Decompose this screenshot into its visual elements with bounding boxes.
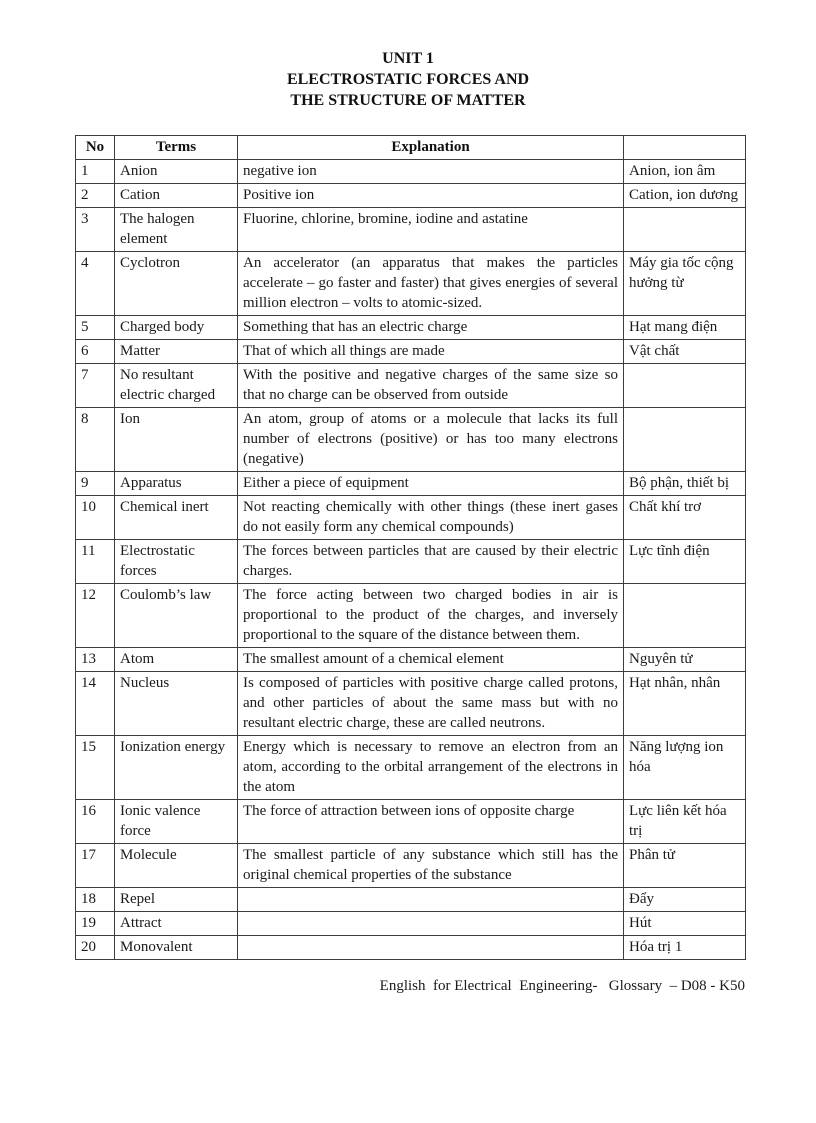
- term-cell: Chemical inert: [115, 496, 238, 540]
- translation-cell: Hóa trị 1: [624, 936, 746, 960]
- term-cell: Repel: [115, 888, 238, 912]
- translation-cell: Hút: [624, 912, 746, 936]
- row-number-cell: 12: [76, 584, 115, 648]
- table-row: [76, 252, 746, 316]
- row-number-cell: 20: [76, 936, 115, 960]
- translation-cell: Lực tĩnh điện: [624, 540, 746, 584]
- row-number-cell: 1: [76, 160, 115, 184]
- term-cell: Molecule: [115, 844, 238, 888]
- explanation-cell: An accelerator (an apparatus that makes the particles accelerate – go faster and faster) that gives energies of several million electron – volts to atomic-sized.: [238, 252, 624, 316]
- table-row: [76, 496, 746, 540]
- table-row: [76, 340, 746, 364]
- row-number-cell: 6: [76, 340, 115, 364]
- explanation-cell: The force acting between two charged bodies in air is proportional to the product of the charges, and inversely proportional to the square of the distance between them.: [238, 584, 624, 648]
- document-title: [0, 48, 816, 111]
- content-area: [75, 135, 745, 960]
- row-number-cell: 16: [76, 800, 115, 844]
- translation-cell: Chất khí trơ: [624, 496, 746, 540]
- title-line-subject-2: THE STRUCTURE OF MATTER: [290, 92, 526, 109]
- explanation-cell: That of which all things are made: [238, 340, 624, 364]
- table-row: [76, 472, 746, 496]
- page-footer: English for Electrical Engineering- Glossary – D08 - K50: [379, 978, 745, 994]
- translation-cell: Anion, ion âm: [624, 160, 746, 184]
- title-line-subject-1: ELECTROSTATIC FORCES AND: [286, 71, 530, 88]
- table-row: [76, 584, 746, 648]
- table-row: [76, 912, 746, 936]
- term-cell: Apparatus: [115, 472, 238, 496]
- term-cell: Ionic valence force: [115, 800, 238, 844]
- row-number-cell: 14: [76, 672, 115, 736]
- translation-cell: [624, 584, 746, 648]
- row-number-cell: 15: [76, 736, 115, 800]
- translation-cell: Bộ phận, thiết bị: [624, 472, 746, 496]
- translation-cell: [624, 364, 746, 408]
- header-explanation: Explanation: [238, 136, 624, 160]
- translation-cell: Hạt nhân, nhân: [624, 672, 746, 736]
- term-cell: Ion: [115, 408, 238, 472]
- term-cell: Monovalent: [115, 936, 238, 960]
- row-number-cell: 3: [76, 208, 115, 252]
- term-cell: Atom: [115, 648, 238, 672]
- row-number-cell: 2: [76, 184, 115, 208]
- explanation-cell: [238, 888, 624, 912]
- table-row: [76, 936, 746, 960]
- row-number-cell: 19: [76, 912, 115, 936]
- translation-cell: Lực liên kết hóa trị: [624, 800, 746, 844]
- translation-cell: Hạt mang điện: [624, 316, 746, 340]
- explanation-cell: An atom, group of atoms or a molecule that lacks its full number of electrons (positive) or has too many electrons (negative): [238, 408, 624, 472]
- term-cell: Cation: [115, 184, 238, 208]
- table-row: [76, 540, 746, 584]
- translation-cell: Vật chất: [624, 340, 746, 364]
- table-row: [76, 888, 746, 912]
- explanation-cell: With the positive and negative charges of the same size so that no charge can be observed from outside: [238, 364, 624, 408]
- explanation-cell: Not reacting chemically with other things (these inert gases do not easily form any chemical compounds): [238, 496, 624, 540]
- translation-cell: Nguyên tử: [624, 648, 746, 672]
- header-terms: Terms: [115, 136, 238, 160]
- term-cell: Nucleus: [115, 672, 238, 736]
- table-row: [76, 672, 746, 736]
- table-row: [76, 208, 746, 252]
- row-number-cell: 11: [76, 540, 115, 584]
- row-number-cell: 10: [76, 496, 115, 540]
- translation-cell: Cation, ion dương: [624, 184, 746, 208]
- term-cell: Ionization energy: [115, 736, 238, 800]
- translation-cell: Phân tử: [624, 844, 746, 888]
- row-number-cell: 5: [76, 316, 115, 340]
- term-cell: No resultant electric charged: [115, 364, 238, 408]
- explanation-cell: Energy which is necessary to remove an electron from an atom, according to the orbital arrangement of the electrons in the atom: [238, 736, 624, 800]
- explanation-cell: Fluorine, chlorine, bromine, iodine and astatine: [238, 208, 624, 252]
- translation-cell: [624, 408, 746, 472]
- term-cell: The halogen element: [115, 208, 238, 252]
- term-cell: Matter: [115, 340, 238, 364]
- explanation-cell: [238, 936, 624, 960]
- row-number-cell: 18: [76, 888, 115, 912]
- table-row: [76, 800, 746, 844]
- term-cell: Attract: [115, 912, 238, 936]
- table-row: [76, 316, 746, 340]
- explanation-cell: [238, 912, 624, 936]
- row-number-cell: 8: [76, 408, 115, 472]
- explanation-cell: negative ion: [238, 160, 624, 184]
- row-number-cell: 13: [76, 648, 115, 672]
- term-cell: Cyclotron: [115, 252, 238, 316]
- header-translation: [624, 136, 746, 160]
- explanation-cell: Is composed of particles with positive charge called protons, and other particles of about the same mass but with no resultant electric charge, these are called neutrons.: [238, 672, 624, 736]
- term-cell: Anion: [115, 160, 238, 184]
- term-cell: Electrostatic forces: [115, 540, 238, 584]
- table-row: [76, 184, 746, 208]
- row-number-cell: 17: [76, 844, 115, 888]
- explanation-cell: Either a piece of equipment: [238, 472, 624, 496]
- table-row: [76, 160, 746, 184]
- explanation-cell: The smallest particle of any substance which still has the original chemical properties of the substance: [238, 844, 624, 888]
- table-row: [76, 648, 746, 672]
- row-number-cell: 4: [76, 252, 115, 316]
- glossary-table: [75, 135, 746, 960]
- explanation-cell: Something that has an electric charge: [238, 316, 624, 340]
- table-row: [76, 844, 746, 888]
- explanation-cell: Positive ion: [238, 184, 624, 208]
- term-cell: Coulomb’s law: [115, 584, 238, 648]
- row-number-cell: 7: [76, 364, 115, 408]
- header-no: No: [76, 136, 115, 160]
- term-cell: Charged body: [115, 316, 238, 340]
- table-row: [76, 408, 746, 472]
- table-header-row: [76, 136, 746, 160]
- glossary-table-body: [76, 160, 746, 960]
- table-row: [76, 736, 746, 800]
- table-row: [76, 364, 746, 408]
- row-number-cell: 9: [76, 472, 115, 496]
- translation-cell: [624, 208, 746, 252]
- translation-cell: Đẩy: [624, 888, 746, 912]
- explanation-cell: The smallest amount of a chemical element: [238, 648, 624, 672]
- translation-cell: Năng lượng ion hóa: [624, 736, 746, 800]
- title-line-unit: UNIT 1: [382, 50, 434, 67]
- translation-cell: Máy gia tốc cộng hưởng từ: [624, 252, 746, 316]
- explanation-cell: The forces between particles that are caused by their electric charges.: [238, 540, 624, 584]
- explanation-cell: The force of attraction between ions of opposite charge: [238, 800, 624, 844]
